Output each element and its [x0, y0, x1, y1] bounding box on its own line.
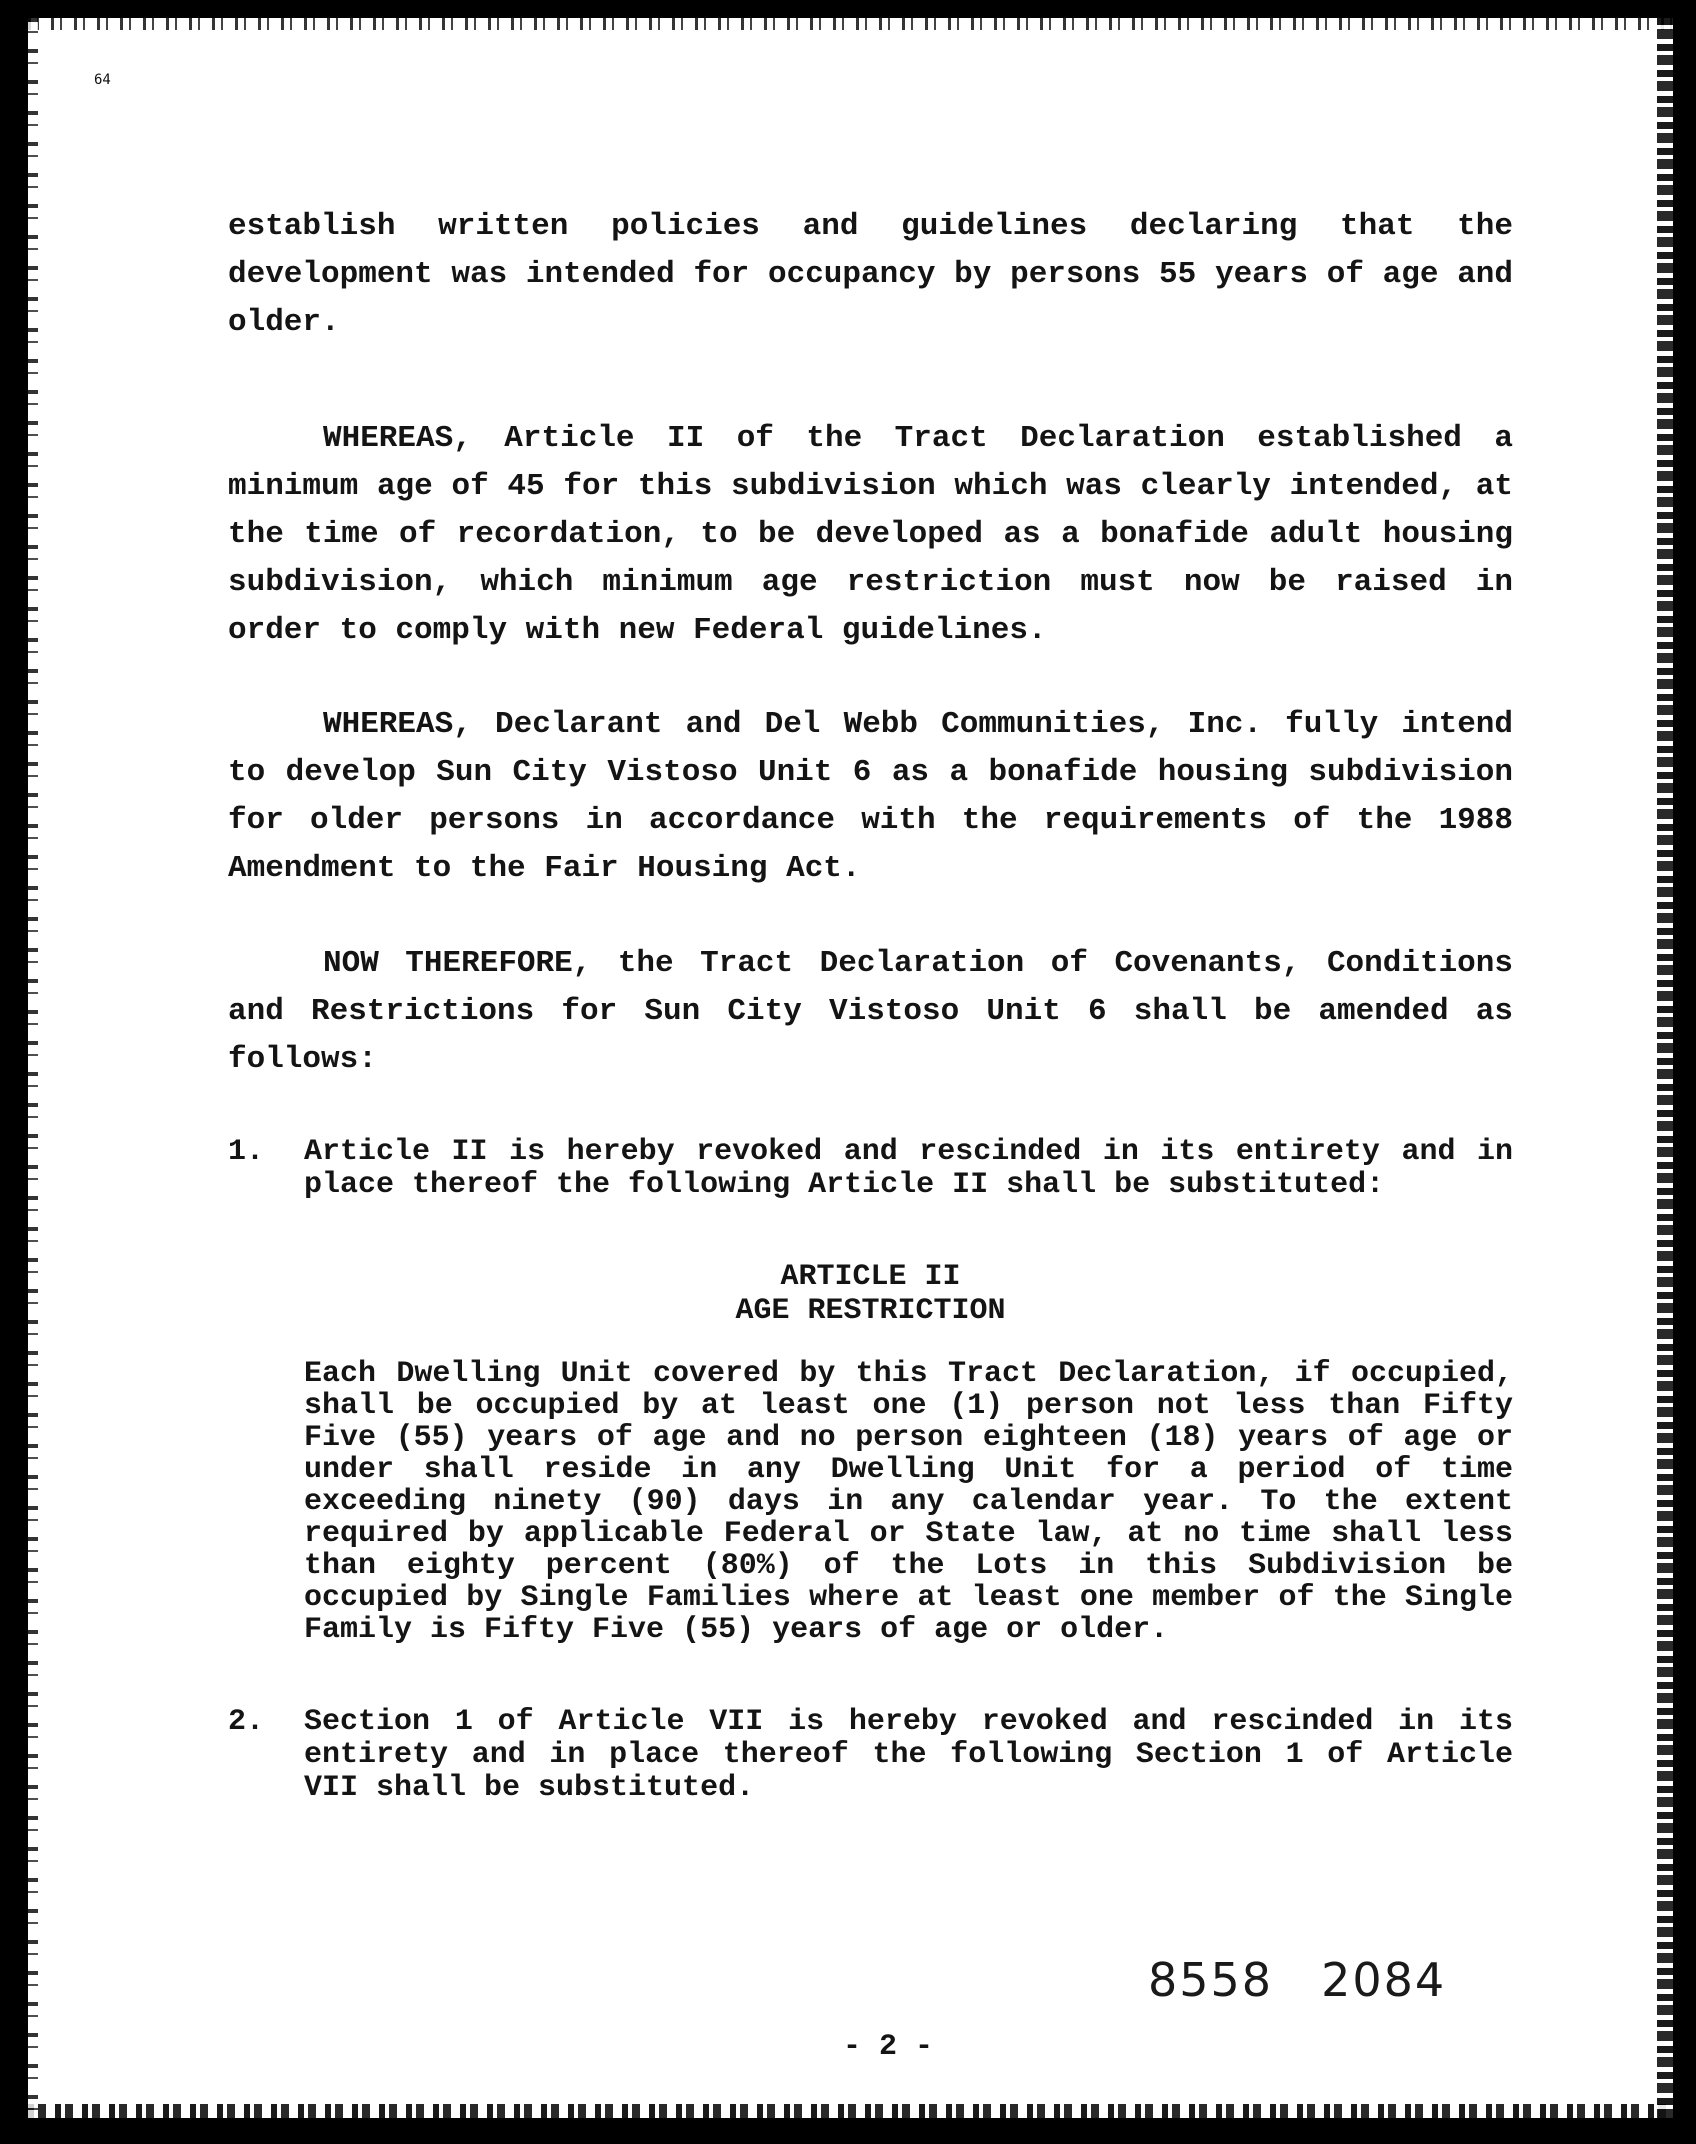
article-title: ARTICLE II — [780, 1260, 961, 1294]
list-item-2 — [228, 1706, 1513, 1805]
paragraph-whereas-declarant: WHEREAS, Declarant and Del Webb Communities, Inc. fully intend to develop Sun City Vistoso Unit 6 as a bonafide housing subdivision for older persons in accordance with the requirements of the 1988 Amendment to the Fair Housing Act. — [228, 707, 1513, 886]
document-number-page: 2084 — [1321, 1953, 1447, 2007]
document-page — [28, 18, 1673, 2118]
list-item-number: 2. — [228, 1705, 265, 1739]
scan-edge-top — [28, 18, 1673, 30]
paragraph-now-therefore: NOW THEREFORE, the Tract Declaration of Covenants, Conditions and Restrictions for Sun City Vistoso Unit 6 shall be amended as follows: — [228, 946, 1513, 1077]
list-item-text: Article II is hereby revoked and rescinded in its entirety and in place thereof the following Article II shall be substituted: — [304, 1135, 1513, 1202]
list-item-text: Section 1 of Article VII is hereby revoked and rescinded in its entirety and in place thereof the following Section 1 of Article VII shall be substituted. — [304, 1705, 1513, 1805]
document-number-book: 8558 — [1148, 1953, 1274, 2007]
corner-mark: 64 — [94, 72, 111, 88]
page-number: - 2 - — [842, 2030, 933, 2064]
list-item-number: 1. — [228, 1135, 265, 1169]
scan-edge-right — [1657, 18, 1673, 2118]
paragraph-intro: establish written policies and guidelines declaring that the development was intended for occupancy by persons 55 years of age and older. — [228, 209, 1513, 340]
list-item-1 — [228, 1136, 1513, 1202]
scan-edge-bottom — [28, 2104, 1673, 2118]
article-subtitle: AGE RESTRICTION — [735, 1294, 1006, 1328]
scan-edge-left — [28, 18, 38, 2118]
document-number — [1148, 1953, 1446, 2007]
paragraph-whereas-article-ii: WHEREAS, Article II of the Tract Declaration established a minimum age of 45 for this subdivision which was clearly intended, at the time of recordation, to be developed as a bonafide adult housing subdivision, which minimum age restriction must now be raised in order to comply with new Federal guidelines. — [228, 421, 1513, 648]
article-body: Each Dwelling Unit covered by this Tract Declaration, if occupied, shall be occupied by at least one (1) person not less than Fifty Five (55) years of age and no person eighteen (18) years of age or under shall reside in any Dwelling Unit for a period of time exceeding ninety (90) days in any calendar year. To the extent required by applicable Federal or State law, at no time shall less than eighty percent (80%) of the Lots in this Subdivision be occupied by Single Families where at least one member of the Single Family is Fifty Five (55) years of age or older. — [304, 1357, 1513, 1647]
